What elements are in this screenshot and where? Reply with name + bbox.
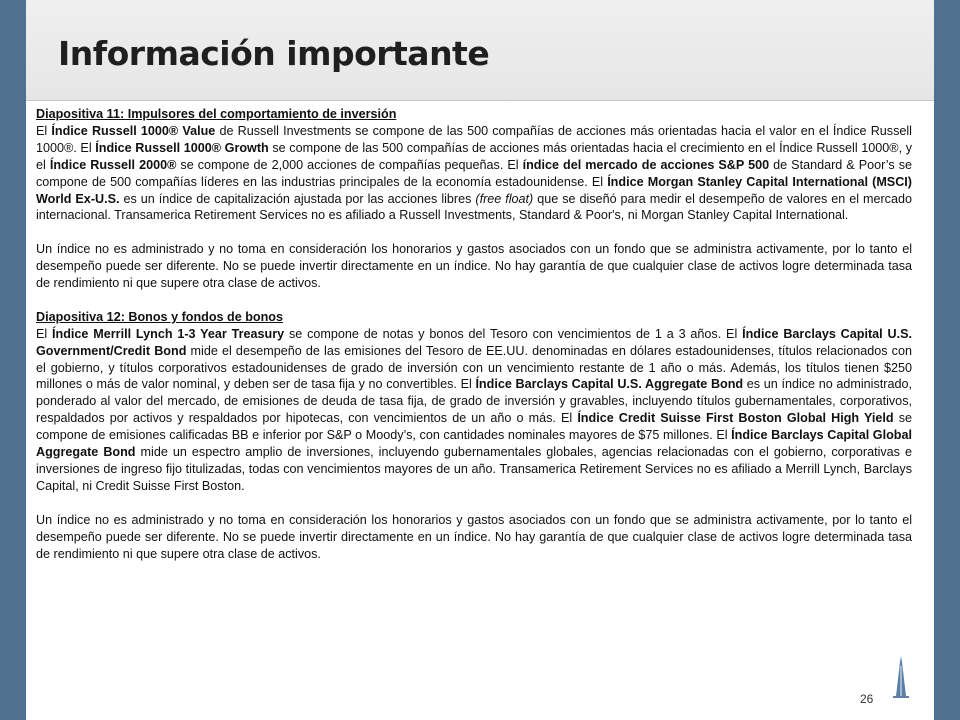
text-run: de Russell Investments se compone de las 500 compañías de acciones más orientadas hacia el valor en el Índice Russell 1000®. El xyxy=(36,123,912,155)
text-run: se compone de emisiones calificadas BB e inferior por S&P o Moody’s, con cantidades nominales mayores de $75 millones. El xyxy=(36,411,912,443)
slide-title: Información importante xyxy=(58,34,490,73)
text-run: se compone de 2,000 acciones de compañías pequeñas. El xyxy=(176,157,523,172)
text-run: se compone de notas y bonos del Tesoro con vencimientos de 1 a 3 años. El xyxy=(284,326,743,341)
index-name: Índice Merrill Lynch 1-3 Year Treasury xyxy=(52,326,285,341)
index-name: Índice Russell 1000® Value xyxy=(51,123,216,138)
text-run: El xyxy=(36,326,53,341)
section-12-heading: Diapositiva 12: Bonos y fondos de bonos xyxy=(36,309,284,324)
index-name: Índice Russell 2000® xyxy=(49,157,177,172)
text-run: es un índice de capitalización ajustada por las acciones libres xyxy=(119,191,476,206)
pyramid-logo-icon xyxy=(890,656,912,700)
index-name: Índice Morgan Stanley Capital International (MSCI) World Ex-U.S. xyxy=(36,174,912,206)
italic-term: (free float) xyxy=(475,191,534,206)
title-band xyxy=(26,0,934,101)
disclosure-body xyxy=(36,106,912,562)
text-run: que se diseñó para medir el desempeño de valores en el mercado internacional. Transamerica Retirement Services no es afiliado a Russell Investments, Standard & Poor's, ni Morgan Stanley Capital International. xyxy=(36,191,912,223)
index-name: Índice Barclays Capital U.S. Government/Credit Bond xyxy=(36,326,912,358)
slide xyxy=(26,0,934,720)
section-11-paragraph-1 xyxy=(36,123,912,224)
page-number: 26 xyxy=(860,692,874,706)
text-run: El xyxy=(36,123,52,138)
index-name: índice del mercado de acciones S&P 500 xyxy=(522,157,770,172)
index-name: Índice Barclays Capital Global Aggregate Bond xyxy=(36,428,912,460)
text-run: es un índice no administrado, ponderado al valor del mercado, de emisiones de deuda de tasa fija, de grado de inversión y gravables, incluyendo títulos gubernamentales, corporativos, respaldados por activos y respaldados por hipotecas, con vencimientos de un año o más. El xyxy=(36,377,912,426)
text-run: mide el desempeño de las emisiones del Tesoro de EE.UU. denominadas en dólares estadounidenses, títulos relacionados con el gobierno, y títulos corporativos estadounidenses de grado de inversión con un vencimiento restante de 1 año o más. Además, los títulos tienen $250 millones o más de valor nominal, y deben ser de tasa fija y no convertibles. El xyxy=(36,343,912,392)
section-12-paragraph-2: Un índice no es administrado y no toma en consideración los honorarios y gastos asociados con un fondo que se administra activamente, por lo tanto el desempeño puede ser diferente. No se puede invertir directamente en un índice. No hay garantía de que cualquier clase de activos logre determinada tasa de rendimiento ni que supere otra clase de activos. xyxy=(36,512,912,561)
section-12-paragraph-1 xyxy=(36,326,912,495)
text-run: mide un espectro amplio de inversiones, incluyendo gubernamentales globales, agencias relacionadas con el gobierno, corporativas e inversiones de ingreso fijo titulizadas, todas con vencimientos mayores de un año. Transamerica Retirement Services no es afiliado a Merrill Lynch, Barclays Capital, ni Credit Suisse First Boston. xyxy=(36,445,913,493)
index-name: Índice Credit Suisse First Boston Global High Yield xyxy=(577,411,894,426)
text-run: de Standard & Poor’s se compone de 500 compañías líderes en las industrias principales de la economía estadounidense. El xyxy=(36,157,912,189)
text-run: se compone de las 500 compañías de acciones más orientadas hacia el crecimiento en el Índice Russell 1000®, y el xyxy=(36,140,912,172)
section-11-heading: Diapositiva 11: Impulsores del comportamiento de inversión xyxy=(36,107,397,121)
index-name: Índice Russell 1000® Growth xyxy=(95,140,269,155)
index-name: Índice Barclays Capital U.S. Aggregate Bond xyxy=(475,377,744,392)
section-11-paragraph-2: Un índice no es administrado y no toma en consideración los honorarios y gastos asociados con un fondo que se administra activamente, por lo tanto el desempeño puede ser diferente. No se puede invertir directamente en un índice. No hay garantía de que cualquier clase de activos logre determinada tasa de rendimiento ni que supere otra clase de activos. xyxy=(36,242,912,291)
